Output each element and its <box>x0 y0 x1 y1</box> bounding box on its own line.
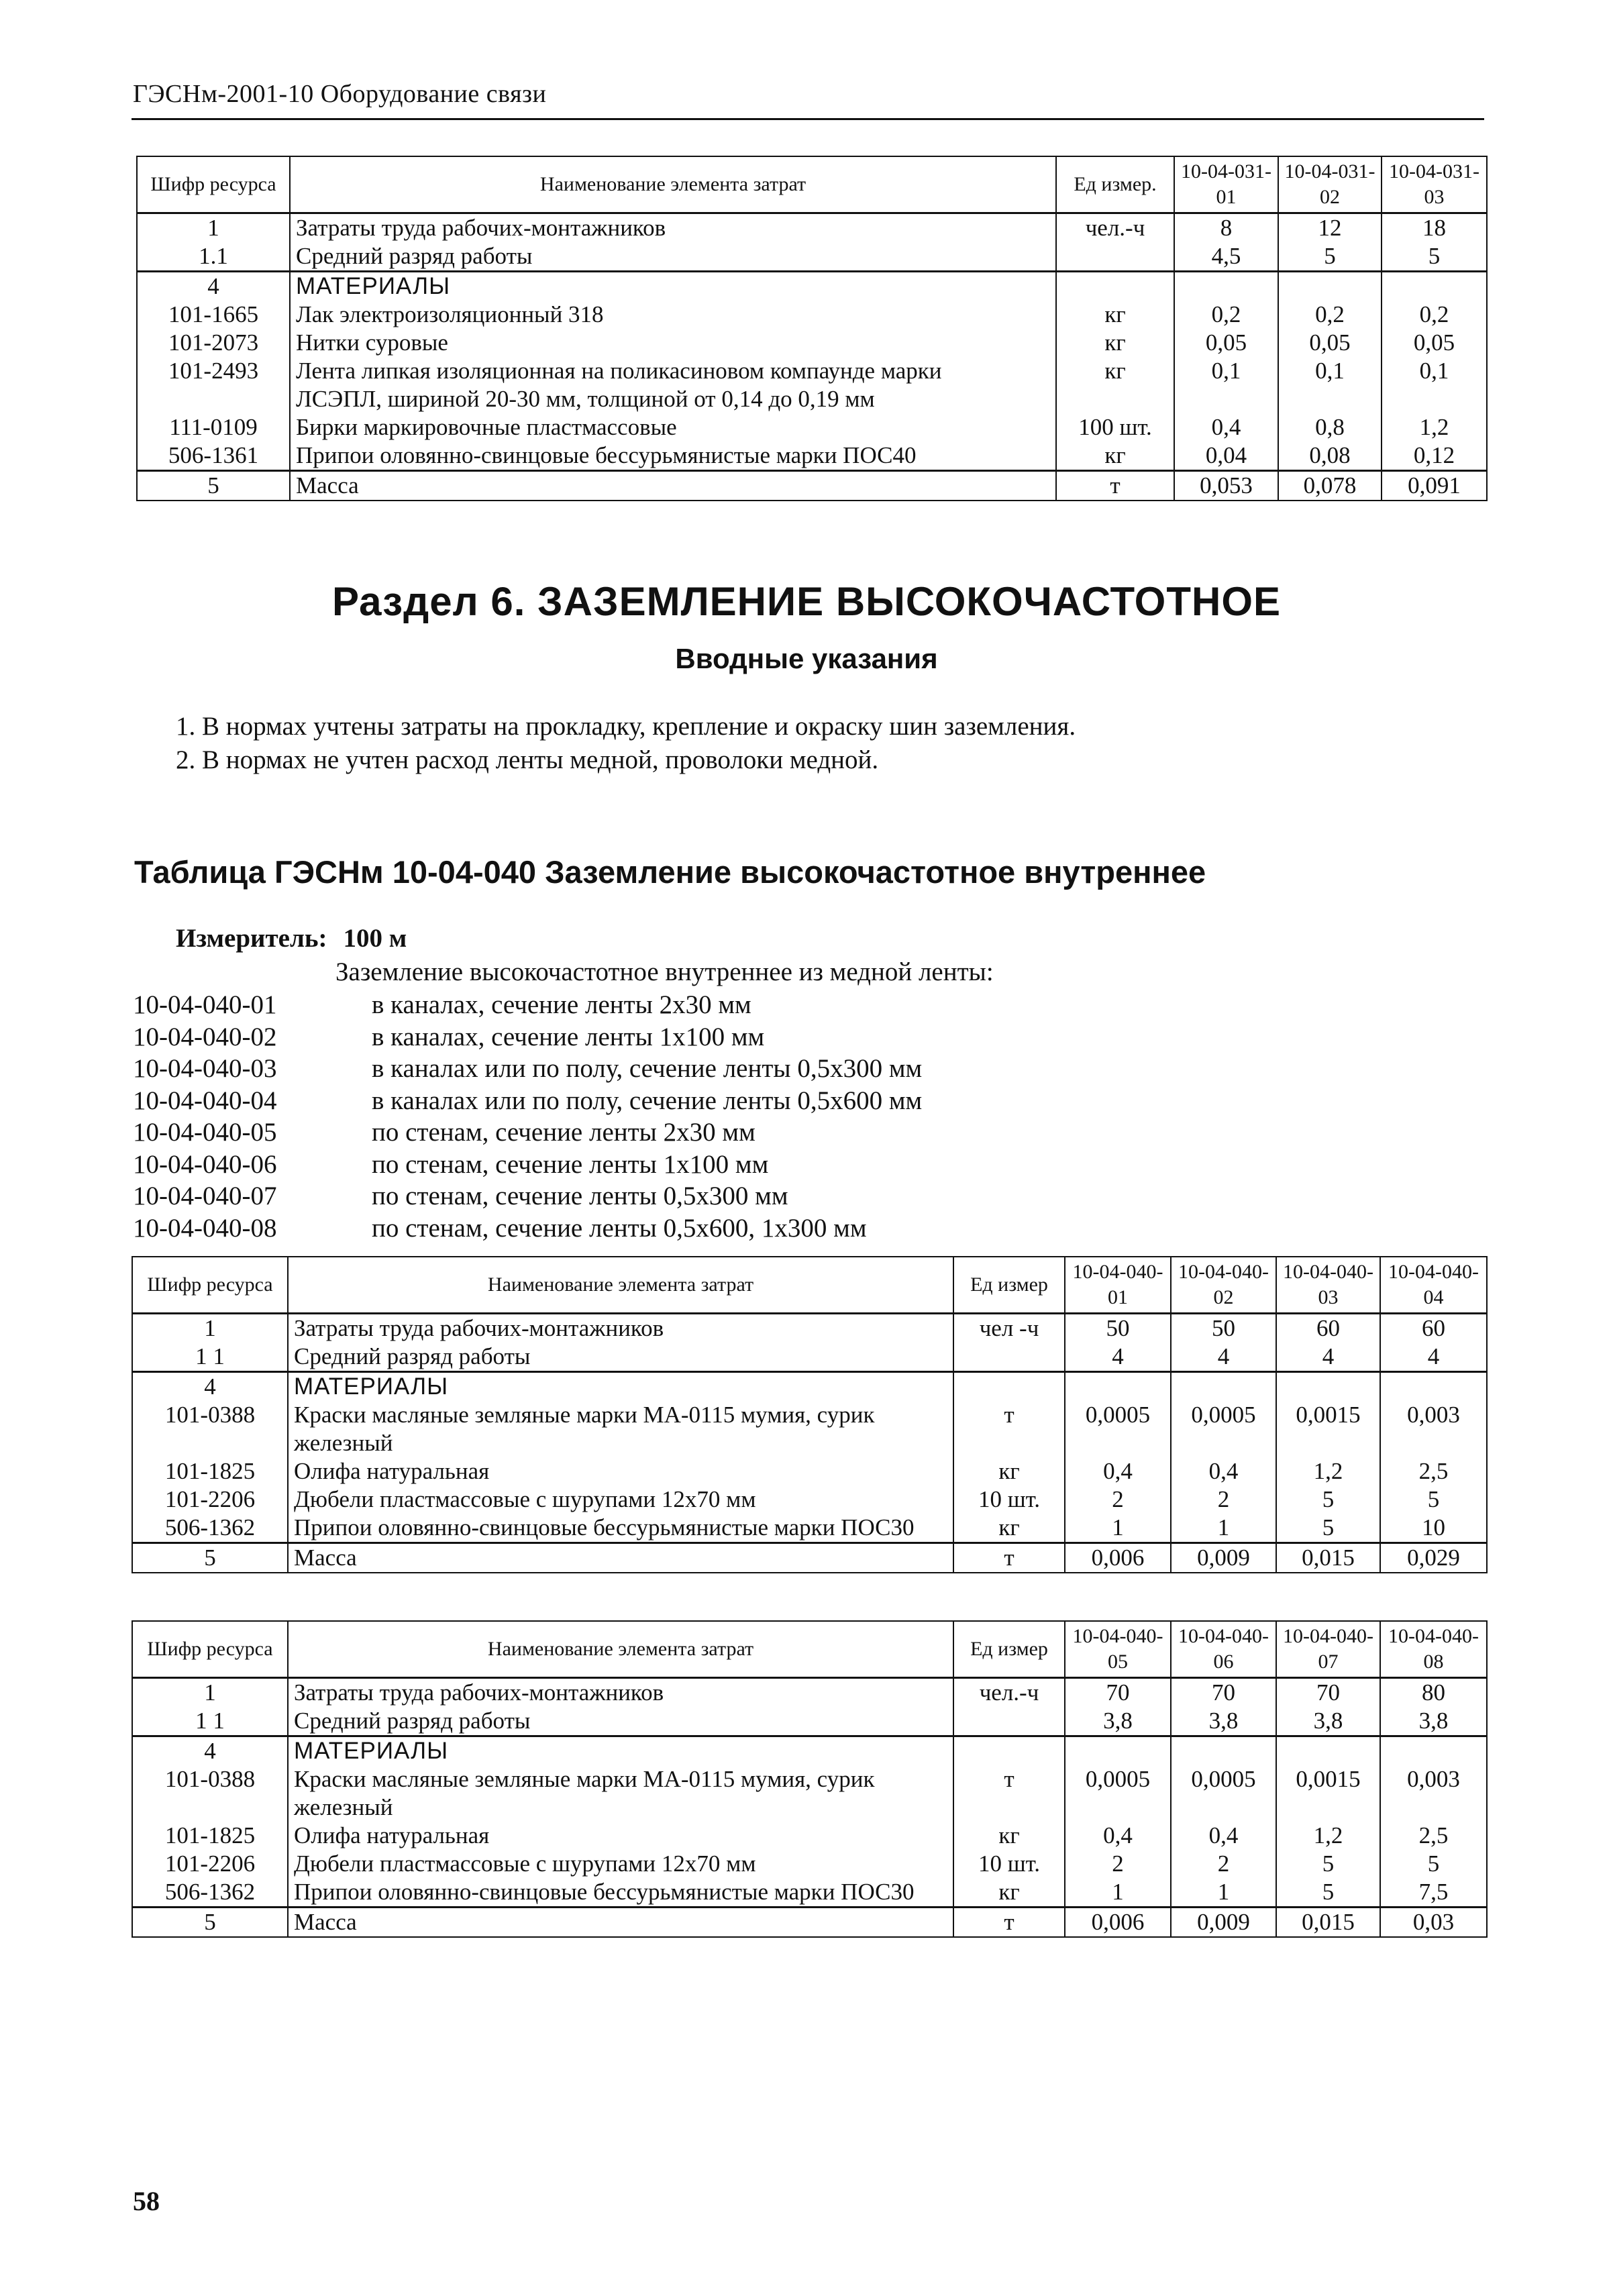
resource-value: 0,4 <box>1065 1457 1171 1485</box>
note-item: 2. В нормах не учтен расход ленты медной, проволоки медной. <box>176 745 879 774</box>
table-row <box>137 441 1487 471</box>
resource-value: 0,009 <box>1171 1543 1276 1573</box>
resource-name: Лента липкая изоляционная на поликасиновом компаунде марки <box>290 357 1056 385</box>
col-header-variant: 10-04-040-02 <box>1171 1257 1276 1313</box>
resource-code: 4 <box>137 271 290 301</box>
resource-value: 5 <box>1380 1485 1487 1514</box>
table-row <box>132 1765 1487 1822</box>
table-row <box>132 1313 1487 1343</box>
resource-value: 3,8 <box>1171 1707 1276 1736</box>
resource-code: 101-0388 <box>132 1765 288 1822</box>
materials-heading: МАТЕРИАЛЫ <box>288 1736 953 1765</box>
resource-value <box>1174 385 1278 413</box>
resource-unit: т <box>953 1765 1065 1822</box>
resource-value: 0,003 <box>1380 1401 1487 1457</box>
table-row <box>137 242 1487 272</box>
resource-unit <box>953 1343 1065 1372</box>
resource-value: 2 <box>1065 1850 1171 1878</box>
page-number: 58 <box>133 2186 160 2216</box>
resource-code: 4 <box>132 1736 288 1765</box>
resource-value: 4 <box>1065 1343 1171 1372</box>
resource-value <box>1382 271 1487 301</box>
resource-code: 506-1362 <box>132 1514 288 1543</box>
resource-unit: кг <box>1056 357 1174 385</box>
resource-value: 0,1 <box>1174 357 1278 385</box>
resource-value: 1 <box>1171 1878 1276 1908</box>
col-header-unit: Ед измер <box>953 1257 1065 1313</box>
table-row <box>137 213 1487 242</box>
resource-value: 5 <box>1382 242 1487 272</box>
resource-unit: т <box>1056 470 1174 501</box>
resource-unit <box>1056 242 1174 272</box>
resource-unit <box>953 1707 1065 1736</box>
resource-value: 50 <box>1065 1313 1171 1343</box>
resource-value: 0,2 <box>1382 301 1487 329</box>
resource-code: 4 <box>132 1371 288 1401</box>
col-header-variant: 10-04-040-05 <box>1065 1621 1171 1677</box>
variant-code: 10-04-040-04 <box>133 1086 277 1115</box>
resource-code: 5 <box>137 470 290 501</box>
resource-value: 1,2 <box>1382 413 1487 441</box>
resource-value: 4,5 <box>1174 242 1278 272</box>
resource-name: Припои оловянно-свинцовые бессурьмянистые марки ПОС30 <box>288 1878 953 1908</box>
resource-code <box>137 385 290 413</box>
resource-value: 4 <box>1171 1343 1276 1372</box>
resource-code: 101-2206 <box>132 1850 288 1878</box>
resource-code: 101-2206 <box>132 1485 288 1514</box>
col-header-variant: 10-04-040-08 <box>1380 1621 1487 1677</box>
col-header-name: Наименование элемента затрат <box>290 156 1056 213</box>
header-rule <box>132 118 1484 120</box>
resource-name: Масса <box>290 470 1056 501</box>
materials-heading: МАТЕРИАЛЫ <box>290 271 1056 301</box>
resource-table-040-05-08 <box>132 1620 1488 1938</box>
resource-value: 70 <box>1276 1677 1380 1707</box>
table-row <box>137 385 1487 413</box>
variant-text: по стенам, сечение ленты 1x100 мм <box>372 1149 769 1179</box>
resource-value: 1 <box>1065 1514 1171 1543</box>
resource-value <box>1065 1371 1171 1401</box>
table-row <box>132 1514 1487 1543</box>
variant-code: 10-04-040-01 <box>133 990 277 1019</box>
resource-value: 3,8 <box>1276 1707 1380 1736</box>
variant-text: по стенам, сечение ленты 0,5x600, 1x300 мм <box>372 1213 867 1243</box>
resource-value: 2 <box>1171 1850 1276 1878</box>
resource-value: 5 <box>1276 1514 1380 1543</box>
resource-unit: чел.-ч <box>953 1677 1065 1707</box>
resource-value: 50 <box>1171 1313 1276 1343</box>
resource-unit: 10 шт. <box>953 1850 1065 1878</box>
meter-label: Измеритель: <box>176 924 327 953</box>
section-title: Раздел 6. ЗАЗЕМЛЕНИЕ ВЫСОКОЧАСТОТНОЕ <box>331 579 1282 624</box>
variants-intro: Заземление высокочастотное внутреннее из медной ленты: <box>335 957 994 986</box>
table-row <box>137 413 1487 441</box>
resource-name: Средний разряд работы <box>288 1707 953 1736</box>
note-item: 1. В нормах учтены затраты на прокладку, крепление и окраску шин заземления. <box>176 712 1076 741</box>
resource-code: 506-1362 <box>132 1878 288 1908</box>
resource-unit: чел -ч <box>953 1313 1065 1343</box>
resource-value: 70 <box>1065 1677 1171 1707</box>
resource-code: 101-0388 <box>132 1401 288 1457</box>
resource-unit: кг <box>953 1514 1065 1543</box>
resource-value: 0,029 <box>1380 1543 1487 1573</box>
variant-text: в каналах или по полу, сечение ленты 0,5x300 мм <box>372 1054 923 1083</box>
resource-unit <box>1056 385 1174 413</box>
resource-value: 1 <box>1065 1878 1171 1908</box>
meter-value: 100 м <box>343 924 407 953</box>
resource-name: Масса <box>288 1907 953 1937</box>
resource-value: 0,0005 <box>1065 1401 1171 1457</box>
col-header-variant: 10-04-040-06 <box>1171 1621 1276 1677</box>
resource-value: 0,2 <box>1278 301 1382 329</box>
col-header-code: Шифр ресурса <box>132 1621 288 1677</box>
table-row <box>132 1401 1487 1457</box>
resource-unit <box>953 1371 1065 1401</box>
table-row <box>132 1707 1487 1736</box>
col-header-unit: Ед измер <box>953 1621 1065 1677</box>
resource-code: 1 1 <box>132 1343 288 1372</box>
table-row <box>132 1371 1487 1401</box>
resource-unit: кг <box>1056 329 1174 357</box>
resource-value: 1,2 <box>1276 1457 1380 1485</box>
resource-name: Лак электроизоляционный 318 <box>290 301 1056 329</box>
table-row <box>132 1677 1487 1707</box>
resource-value <box>1278 271 1382 301</box>
table-row <box>132 1543 1487 1573</box>
resource-value <box>1065 1736 1171 1765</box>
table-row <box>137 357 1487 385</box>
resource-value: 10 <box>1380 1514 1487 1543</box>
resource-name: Краски масляные земляные марки МА-0115 мумия, сурик железный <box>288 1401 953 1457</box>
resource-name: Затраты труда рабочих-монтажников <box>288 1313 953 1343</box>
table-row <box>137 470 1487 501</box>
resource-name: Дюбели пластмассовые с шурупами 12x70 мм <box>288 1485 953 1514</box>
resource-value: 0,0015 <box>1276 1401 1380 1457</box>
table-row <box>137 301 1487 329</box>
resource-name: Затраты труда рабочих-монтажников <box>288 1677 953 1707</box>
resource-value <box>1276 1371 1380 1401</box>
resource-code: 101-1665 <box>137 301 290 329</box>
resource-table-031 <box>136 156 1488 501</box>
col-header-variant: 10-04-040-07 <box>1276 1621 1380 1677</box>
resource-code: 101-1825 <box>132 1457 288 1485</box>
resource-name: Олифа натуральная <box>288 1822 953 1850</box>
resource-value: 0,091 <box>1382 470 1487 501</box>
col-header-code: Шифр ресурса <box>132 1257 288 1313</box>
section-subtitle: Вводные указания <box>675 643 938 674</box>
resource-value: 0,1 <box>1278 357 1382 385</box>
resource-value: 18 <box>1382 213 1487 242</box>
variant-text: в каналах, сечение ленты 1x100 мм <box>372 1022 765 1051</box>
resource-value: 4 <box>1276 1343 1380 1372</box>
resource-value: 2 <box>1065 1485 1171 1514</box>
col-header-unit: Ед измер. <box>1056 156 1174 213</box>
resource-code: 1 <box>132 1313 288 1343</box>
resource-value: 2 <box>1171 1485 1276 1514</box>
resource-code: 1 <box>137 213 290 242</box>
resource-unit: т <box>953 1401 1065 1457</box>
resource-value: 2,5 <box>1380 1822 1487 1850</box>
resource-value: 1 <box>1171 1514 1276 1543</box>
resource-value: 0,078 <box>1278 470 1382 501</box>
resource-value: 3,8 <box>1065 1707 1171 1736</box>
resource-unit: 10 шт. <box>953 1485 1065 1514</box>
resource-value: 0,0005 <box>1171 1765 1276 1822</box>
table-title: Таблица ГЭСНм 10-04-040 Заземление высокочастотное внутреннее <box>134 854 1206 890</box>
resource-name: Олифа натуральная <box>288 1457 953 1485</box>
resource-value: 0,05 <box>1174 329 1278 357</box>
resource-value: 60 <box>1276 1313 1380 1343</box>
resource-unit: кг <box>1056 441 1174 471</box>
resource-unit: т <box>953 1907 1065 1937</box>
resource-value: 8 <box>1174 213 1278 242</box>
resource-table-040-01-04 <box>132 1256 1488 1573</box>
resource-value: 0,04 <box>1174 441 1278 471</box>
table-row <box>132 1850 1487 1878</box>
resource-unit <box>1056 271 1174 301</box>
col-header-name: Наименование элемента затрат <box>288 1257 953 1313</box>
resource-unit: кг <box>953 1457 1065 1485</box>
resource-value: 0,015 <box>1276 1543 1380 1573</box>
resource-name: Затраты труда рабочих-монтажников <box>290 213 1056 242</box>
resource-value: 1,2 <box>1276 1822 1380 1850</box>
variant-code: 10-04-040-05 <box>133 1118 277 1147</box>
resource-value: 5 <box>1276 1850 1380 1878</box>
variant-text: в каналах или по полу, сечение ленты 0,5x600 мм <box>372 1086 923 1115</box>
resource-value <box>1174 271 1278 301</box>
resource-code: 101-1825 <box>132 1822 288 1850</box>
resource-value: 0,05 <box>1382 329 1487 357</box>
resource-value: 12 <box>1278 213 1382 242</box>
resource-value: 0,12 <box>1382 441 1487 471</box>
resource-name: Средний разряд работы <box>290 242 1056 272</box>
resource-value: 0,4 <box>1065 1822 1171 1850</box>
running-head: ГЭСНм-2001-10 Оборудование связи <box>133 80 547 108</box>
col-header-variant: 10-04-040-04 <box>1380 1257 1487 1313</box>
table-row <box>132 1457 1487 1485</box>
resource-code: 101-2493 <box>137 357 290 385</box>
resource-value: 0,015 <box>1276 1907 1380 1937</box>
resource-name: Припои оловянно-свинцовые бессурьмянистые марки ПОС30 <box>288 1514 953 1543</box>
resource-name: Средний разряд работы <box>288 1343 953 1372</box>
variant-code: 10-04-040-02 <box>133 1022 277 1051</box>
table-row <box>132 1878 1487 1908</box>
resource-name: Масса <box>288 1543 953 1573</box>
resource-value: 2,5 <box>1380 1457 1487 1485</box>
resource-value <box>1278 385 1382 413</box>
resource-value: 0,4 <box>1171 1822 1276 1850</box>
variant-text: по стенам, сечение ленты 0,5x300 мм <box>372 1182 788 1210</box>
resource-value <box>1171 1371 1276 1401</box>
resource-value: 0,003 <box>1380 1765 1487 1822</box>
resource-value: 0,006 <box>1065 1907 1171 1937</box>
resource-code: 5 <box>132 1543 288 1573</box>
table-row <box>132 1736 1487 1765</box>
resource-value: 0,053 <box>1174 470 1278 501</box>
col-header-code: Шифр ресурса <box>137 156 290 213</box>
resource-value: 80 <box>1380 1677 1487 1707</box>
resource-value: 0,009 <box>1171 1907 1276 1937</box>
resource-value: 5 <box>1278 242 1382 272</box>
resource-unit: т <box>953 1543 1065 1573</box>
resource-value: 0,4 <box>1174 413 1278 441</box>
col-header-variant: 10-04-031-03 <box>1382 156 1487 213</box>
intro-notes <box>176 710 1076 777</box>
table-row <box>132 1907 1487 1937</box>
resource-value: 0,0005 <box>1065 1765 1171 1822</box>
resource-value <box>1171 1736 1276 1765</box>
variant-code: 10-04-040-07 <box>133 1182 277 1210</box>
resource-unit <box>953 1736 1065 1765</box>
resource-unit: кг <box>1056 301 1174 329</box>
resource-name: Нитки суровые <box>290 329 1056 357</box>
resource-name: Краски масляные земляные марки МА-0115 мумия, сурик железный <box>288 1765 953 1822</box>
resource-name: ЛСЭПЛ, шириной 20-30 мм, толщиной от 0,14 до 0,19 мм <box>290 385 1056 413</box>
resource-unit: чел.-ч <box>1056 213 1174 242</box>
resource-unit: кг <box>953 1822 1065 1850</box>
resource-value: 0,4 <box>1171 1457 1276 1485</box>
resource-value: 0,0015 <box>1276 1765 1380 1822</box>
table-row <box>137 329 1487 357</box>
resource-code: 5 <box>132 1907 288 1937</box>
resource-unit: 100 шт. <box>1056 413 1174 441</box>
col-header-name: Наименование элемента затрат <box>288 1621 953 1677</box>
resource-value <box>1380 1371 1487 1401</box>
resource-name: Дюбели пластмассовые с шурупами 12x70 мм <box>288 1850 953 1878</box>
resource-value <box>1276 1736 1380 1765</box>
variant-code: 10-04-040-08 <box>133 1213 277 1243</box>
table-row <box>132 1343 1487 1372</box>
resource-value: 7,5 <box>1380 1878 1487 1908</box>
col-header-variant: 10-04-040-01 <box>1065 1257 1171 1313</box>
table-row <box>132 1822 1487 1850</box>
resource-value: 4 <box>1380 1343 1487 1372</box>
resource-value: 70 <box>1171 1677 1276 1707</box>
resource-code: 101-2073 <box>137 329 290 357</box>
resource-value: 0,2 <box>1174 301 1278 329</box>
resource-value: 5 <box>1380 1850 1487 1878</box>
table-row <box>132 1485 1487 1514</box>
resource-name: Припои оловянно-свинцовые бессурьмянистые марки ПОС40 <box>290 441 1056 471</box>
meter-line <box>176 923 407 953</box>
resource-value: 0,03 <box>1380 1907 1487 1937</box>
resource-name: Бирки маркировочные пластмассовые <box>290 413 1056 441</box>
resource-code: 506-1361 <box>137 441 290 471</box>
table-row <box>137 271 1487 301</box>
resource-value: 0,05 <box>1278 329 1382 357</box>
materials-heading: МАТЕРИАЛЫ <box>288 1371 953 1401</box>
variant-code: 10-04-040-03 <box>133 1054 277 1083</box>
resource-code: 1.1 <box>137 242 290 272</box>
resource-value: 0,8 <box>1278 413 1382 441</box>
col-header-variant: 10-04-040-03 <box>1276 1257 1380 1313</box>
resource-value: 60 <box>1380 1313 1487 1343</box>
resource-value: 5 <box>1276 1485 1380 1514</box>
col-header-variant: 10-04-031-01 <box>1174 156 1278 213</box>
variant-code: 10-04-040-06 <box>133 1149 277 1179</box>
resource-value: 0,08 <box>1278 441 1382 471</box>
resource-code: 1 <box>132 1677 288 1707</box>
resource-unit: кг <box>953 1878 1065 1908</box>
resource-value <box>1382 385 1487 413</box>
resource-value: 0,0005 <box>1171 1401 1276 1457</box>
variant-text: по стенам, сечение ленты 2x30 мм <box>372 1118 756 1147</box>
resource-code: 1 1 <box>132 1707 288 1736</box>
variant-text: в каналах, сечение ленты 2x30 мм <box>372 990 751 1019</box>
col-header-variant: 10-04-031-02 <box>1278 156 1382 213</box>
resource-value: 0,1 <box>1382 357 1487 385</box>
resource-code: 111-0109 <box>137 413 290 441</box>
resource-value: 3,8 <box>1380 1707 1487 1736</box>
resource-value: 0,006 <box>1065 1543 1171 1573</box>
resource-value: 5 <box>1276 1878 1380 1908</box>
resource-value <box>1380 1736 1487 1765</box>
